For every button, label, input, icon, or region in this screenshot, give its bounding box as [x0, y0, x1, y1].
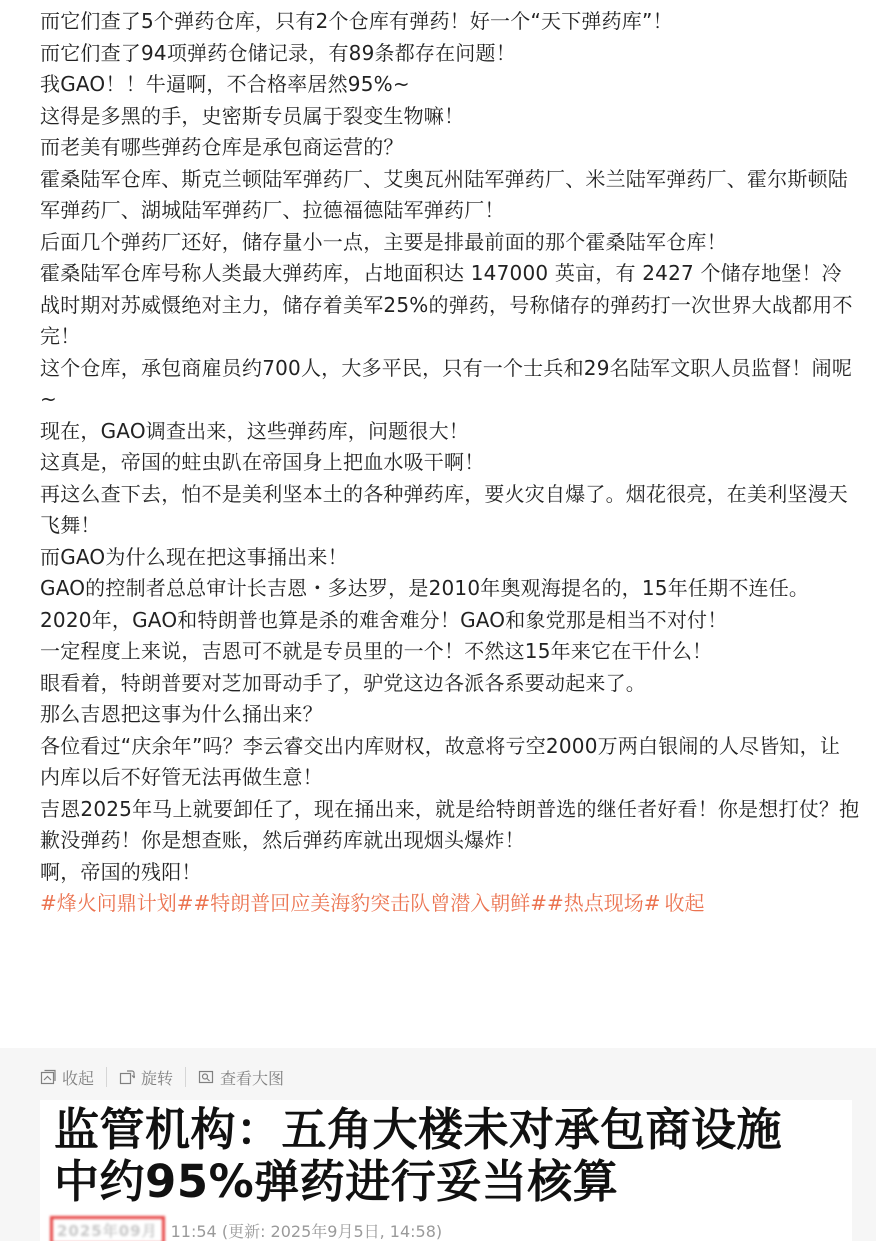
view-large-label: 查看大图 [220, 1068, 285, 1088]
rotate-label: 旋转 [141, 1068, 174, 1088]
post-paragraph: 这得是多黑的手，史密斯专员属于裂变生物嘛！ [40, 103, 465, 128]
hashtag-line [40, 888, 860, 920]
post-paragraph: 而它们查了5个弹药仓库，只有2个仓库有弹药！好一个“天下弹药库”！ [40, 9, 673, 33]
blurred-date-highlight: 2025年09月 [50, 1216, 165, 1241]
post-paragraph: 各位看过“庆余年”吗？李云睿交出内库财权，故意将亏空2000万两白银闹的人尽皆知，让内库以后不好管无法再做生意！ [40, 733, 841, 789]
post-paragraph: 再这么查下去，怕不是美利坚本土的各种弹药库，要火灾自爆了。烟花很亮，在美利坚漫天飞舞！ [40, 481, 848, 537]
post-paragraph: GAO的控制者总总审计长吉恩・多达罗，是2010年奥观海提名的，15年任期不连任。2020年，GAO和特朗普也算是杀的难舍难分！GAO和象党那是相当不对付！ [40, 576, 810, 632]
hashtag-link[interactable]: #热点现场# [547, 891, 661, 915]
image-headline [54, 1104, 782, 1208]
rotate-button[interactable] [107, 1066, 185, 1089]
post-paragraph: 我GAO！！牛逼啊，不合格率居然95%~ [40, 72, 410, 96]
media-section [0, 1048, 876, 1241]
post-paragraph: 而GAO为什么现在把这事捅出来！ [40, 544, 348, 569]
collapse-icon [40, 1069, 56, 1085]
hashtag-link[interactable]: #特朗普回应美海豹突击队曾潜入朝鲜# [193, 891, 548, 915]
collapse-text-link[interactable]: 收起 [664, 891, 705, 915]
post-paragraph: 吉恩2025年马上就要卸任了，现在捅出来，就是给特朗普选的继任者好看！你是想打仗？抱歉没弹药！你是想查账，然后弹药库就出现烟头爆炸！ [40, 796, 860, 852]
hashtag-link[interactable]: #烽火问鼎计划# [40, 891, 194, 915]
headline-line-2: 中约95%弹药进行妥当核算 [54, 1155, 619, 1208]
rotate-icon [119, 1069, 135, 1085]
timestamp-text: 11:54 (更新: 2025年9月5日, 14:58) [170, 1222, 443, 1241]
collapse-image-button[interactable] [40, 1066, 106, 1089]
image-dateline [50, 1216, 442, 1241]
collapse-label: 收起 [62, 1068, 95, 1088]
zoom-icon [198, 1069, 214, 1085]
post-paragraph: 霍桑陆军仓库、斯克兰顿陆军弹药厂、艾奥瓦州陆军弹药厂、米兰陆军弹药厂、霍尔斯顿陆军弹药厂、湖城陆军弹药厂、拉德福德陆军弹药厂！ [40, 166, 848, 222]
post-paragraph: 而老美有哪些弹药仓库是承包商运营的？ [40, 135, 404, 159]
post-paragraph: 这真是，帝国的蛀虫趴在帝国身上把血水吸干啊！ [40, 450, 485, 474]
post-paragraph: 而它们查了94项弹药仓储记录，有89条都存在问题！ [40, 40, 516, 65]
post-body [40, 6, 860, 920]
post-paragraph: 那么吉恩把这事为什么捅出来？ [40, 702, 323, 726]
headline-line-1: 监管机构：五角大楼未对承包商设施 [54, 1103, 783, 1156]
view-large-image-button[interactable] [186, 1066, 296, 1089]
media-toolbar [40, 1066, 296, 1088]
post-paragraph: 一定程度上来说，吉恩可不就是专员里的一个！不然这15年来它在干什么！ [40, 639, 713, 663]
post-paragraph: 啊，帝国的残阳！ [40, 859, 202, 884]
post-paragraph: 眼看着，特朗普要对芝加哥动手了，驴党这边各派各系要动起来了。 [40, 670, 646, 695]
post-paragraph: 现在，GAO调查出来，这些弹药库，问题很大！ [40, 418, 469, 443]
post-paragraph: 后面几个弹药厂还好，储存量小一点，主要是排最前面的那个霍桑陆军仓库！ [40, 229, 727, 254]
post-paragraph: 霍桑陆军仓库号称人类最大弹药库，占地面积达 147000 英亩，有 2427 个储存地堡！冷战时期对苏威慑绝对主力，储存着美军25%的弹药，号称储存的弹药打一次世界大战都用不完！ [40, 261, 853, 348]
embedded-news-image[interactable] [40, 1100, 852, 1241]
post-paragraph: 这个仓库，承包商雇员约700人，大多平民，只有一个士兵和29名陆军文职人员监督！闹呢~ [40, 355, 853, 411]
